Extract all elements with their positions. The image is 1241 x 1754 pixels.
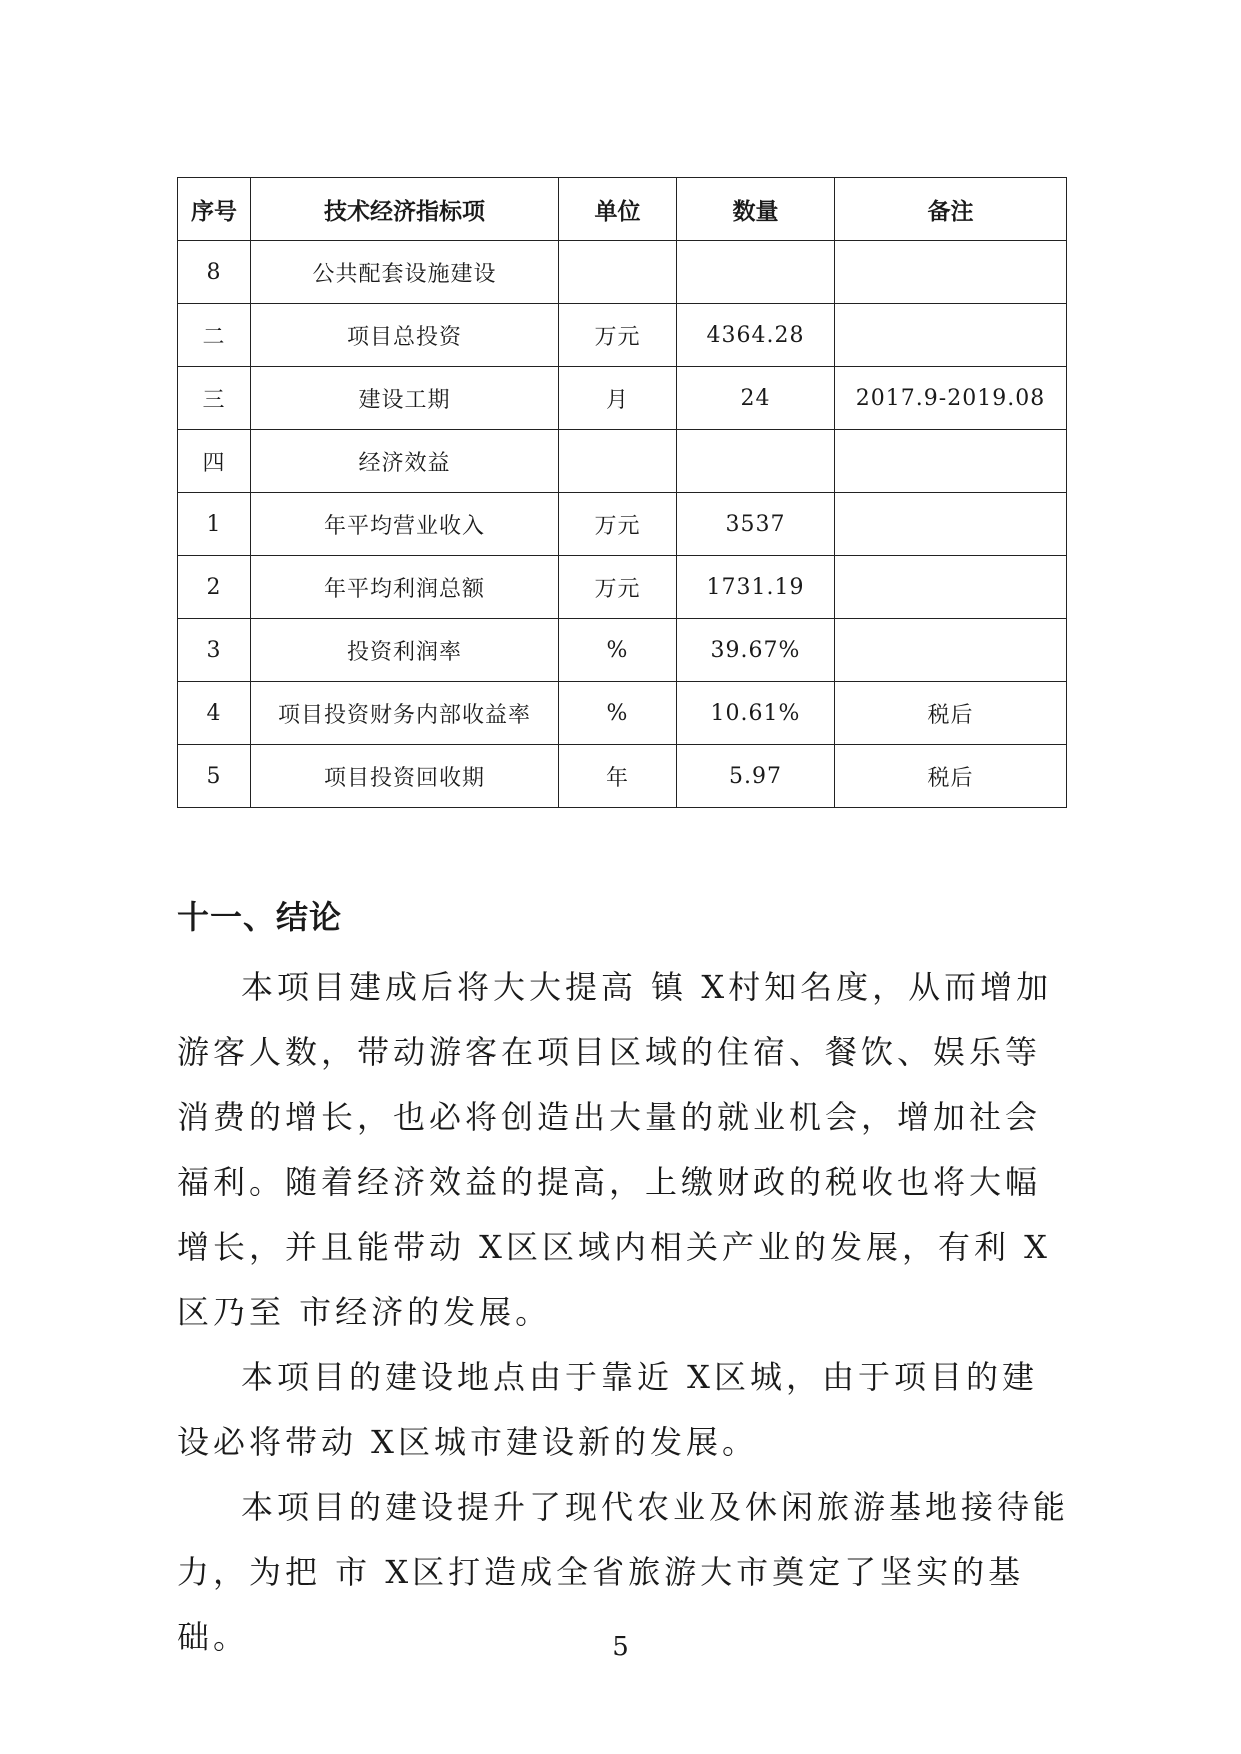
table-row bbox=[178, 430, 1067, 493]
paragraph-2: 本项目的建设地点由于靠近 X区城，由于项目的建设必将带动 X区城市建设新的发展。 bbox=[177, 1358, 1038, 1461]
page-number: 5 bbox=[612, 1632, 629, 1662]
cell-indicator: 年平均营业收入 bbox=[251, 493, 559, 556]
table-row bbox=[178, 682, 1067, 745]
table-row bbox=[178, 493, 1067, 556]
cell-index: 三 bbox=[178, 367, 251, 430]
cell-quantity: 5.97 bbox=[677, 745, 835, 808]
table-row bbox=[178, 367, 1067, 430]
cell-remark bbox=[835, 241, 1067, 304]
cell-unit bbox=[559, 430, 677, 493]
cell-unit bbox=[559, 241, 677, 304]
cell-indicator: 项目投资回收期 bbox=[251, 745, 559, 808]
section-heading: 十一、结论 bbox=[177, 898, 343, 936]
cell-quantity bbox=[677, 430, 835, 493]
table-row bbox=[178, 745, 1067, 808]
table-row bbox=[178, 241, 1067, 304]
cell-remark bbox=[835, 430, 1067, 493]
col-header-indicator: 技术经济指标项 bbox=[251, 178, 559, 241]
cell-index: 二 bbox=[178, 304, 251, 367]
cell-unit: 万元 bbox=[559, 304, 677, 367]
cell-quantity: 3537 bbox=[677, 493, 835, 556]
cell-indicator: 公共配套设施建设 bbox=[251, 241, 559, 304]
col-header-remark: 备注 bbox=[835, 178, 1067, 241]
cell-index: 4 bbox=[178, 682, 251, 745]
col-header-quantity: 数量 bbox=[677, 178, 835, 241]
cell-remark: 税后 bbox=[835, 745, 1067, 808]
cell-unit: % bbox=[559, 619, 677, 682]
cell-quantity: 39.67% bbox=[677, 619, 835, 682]
cell-indicator: 项目投资财务内部收益率 bbox=[251, 682, 559, 745]
cell-indicator: 建设工期 bbox=[251, 367, 559, 430]
table-row bbox=[178, 619, 1067, 682]
cell-remark bbox=[835, 304, 1067, 367]
cell-indicator: 年平均利润总额 bbox=[251, 556, 559, 619]
cell-index: 3 bbox=[178, 619, 251, 682]
cell-index: 1 bbox=[178, 493, 251, 556]
cell-unit: 万元 bbox=[559, 556, 677, 619]
paragraph-3: 本项目的建设提升了现代农业及休闲旅游基地接待能力，为把 市 X区打造成全省旅游大市奠定了坚实的基础。 bbox=[177, 1488, 1070, 1656]
cell-index: 5 bbox=[178, 745, 251, 808]
cell-unit: % bbox=[559, 682, 677, 745]
table-header-row bbox=[178, 178, 1067, 241]
conclusion-body bbox=[177, 955, 1069, 1670]
cell-remark bbox=[835, 556, 1067, 619]
indicator-table bbox=[177, 177, 1067, 808]
cell-unit: 月 bbox=[559, 367, 677, 430]
col-header-index: 序号 bbox=[178, 178, 251, 241]
cell-indicator: 投资利润率 bbox=[251, 619, 559, 682]
cell-quantity: 10.61% bbox=[677, 682, 835, 745]
paragraph-1: 本项目建成后将大大提高 镇 X村知名度，从而增加游客人数，带动游客在项目区域的住宿、餐饮、娱乐等消费的增长，也必将创造出大量的就业机会，增加社会福利。随着经济效益的提高，上缴财政的税收也将大幅增长，并且能带动 X区区域内相关产业的发展，有利 X区乃至 市经济的发展。 bbox=[177, 968, 1053, 1331]
cell-remark bbox=[835, 493, 1067, 556]
cell-quantity: 24 bbox=[677, 367, 835, 430]
cell-quantity: 1731.19 bbox=[677, 556, 835, 619]
cell-quantity: 4364.28 bbox=[677, 304, 835, 367]
cell-remark: 税后 bbox=[835, 682, 1067, 745]
cell-indicator: 经济效益 bbox=[251, 430, 559, 493]
col-header-unit: 单位 bbox=[559, 178, 677, 241]
cell-remark bbox=[835, 619, 1067, 682]
cell-quantity bbox=[677, 241, 835, 304]
cell-indicator: 项目总投资 bbox=[251, 304, 559, 367]
cell-unit: 年 bbox=[559, 745, 677, 808]
cell-index: 2 bbox=[178, 556, 251, 619]
cell-index: 四 bbox=[178, 430, 251, 493]
table-row bbox=[178, 304, 1067, 367]
table-row bbox=[178, 556, 1067, 619]
cell-index: 8 bbox=[178, 241, 251, 304]
cell-unit: 万元 bbox=[559, 493, 677, 556]
cell-remark: 2017.9-2019.08 bbox=[835, 367, 1067, 430]
